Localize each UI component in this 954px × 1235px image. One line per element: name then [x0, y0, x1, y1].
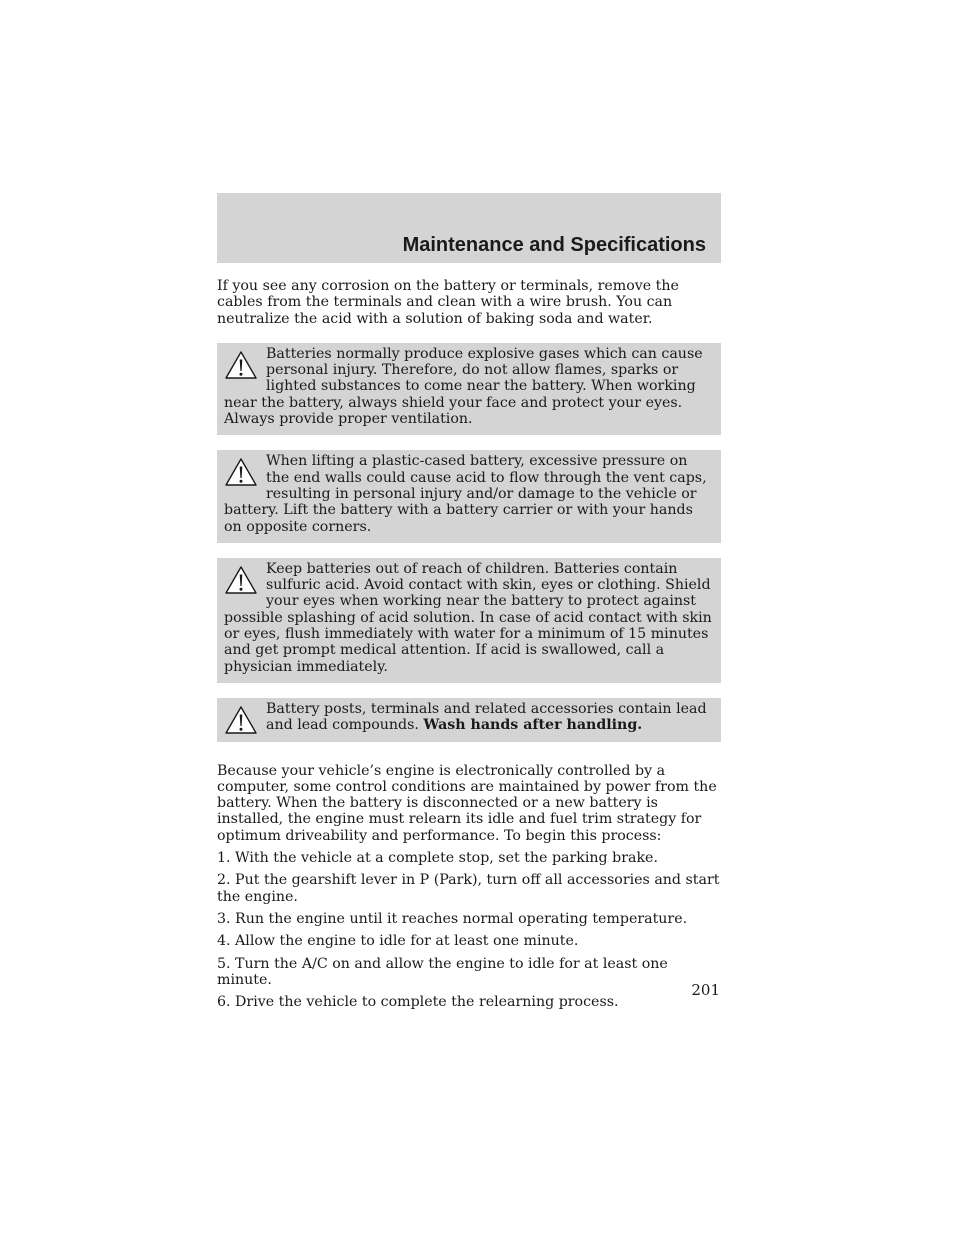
warning-triangle-icon [224, 565, 258, 595]
warning-box-lead-compounds [217, 698, 721, 742]
page-number: 201 [691, 981, 720, 999]
warning-text: Keep batteries out of reach of children. Batteries contain sulfuric acid. Avoid contact with skin, eyes or clothing. Shield your eyes when working near the battery to protect against possible splashing of acid solution. In case of acid contact with skin or eyes, flush immediately with water for a minimum of 15 minutes and get prompt medical attention. If acid is swallowed, call a physician immediately. [224, 560, 712, 675]
corrosion-paragraph: If you see any corrosion on the battery or terminals, remove the cables from the terminals and clean with a wire brush. You can neutralize the acid with a solution of baking soda and water. [217, 278, 679, 327]
step-item: 4. Allow the engine to idle for at least one minute. [217, 933, 579, 950]
warning-triangle-icon [224, 350, 258, 380]
warning-triangle-icon [224, 457, 258, 487]
warning-box-explosive-gases [217, 343, 721, 435]
section-header-band [217, 193, 721, 263]
step-item: 6. Drive the vehicle to complete the relearning process. [217, 994, 619, 1011]
warning-text: Batteries normally produce explosive gases which can cause personal injury. Therefore, do not allow flames, sparks or lighted substances to come near the battery. When working near the battery, always shield your face and protect your eyes. Always provide proper ventilation. [224, 345, 703, 428]
warning-triangle-icon [224, 705, 258, 735]
warning-text: When lifting a plastic-cased battery, excessive pressure on the end walls could cause acid to flow through the vent caps, resulting in personal injury and/or damage to the vehicle or battery. Lift the battery with a battery carrier or with your hands on opposite corners. [224, 453, 707, 535]
warning-text: Battery posts, terminals and related accessories contain lead and lead compounds. [266, 700, 707, 734]
warning-bold-text: Wash hands after handling. [423, 717, 643, 734]
step-item: 1. With the vehicle at a complete stop, set the parking brake. [217, 850, 658, 867]
step-item: 2. Put the gearshift lever in P (Park), turn off all accessories and start the engine. [217, 872, 720, 905]
warning-box-sulfuric-acid [217, 558, 721, 683]
step-item: 3. Run the engine until it reaches normal operating temperature. [217, 910, 688, 927]
relearn-paragraph: Because your vehicle’s engine is electronically controlled by a computer, some control conditions are maintained by power from the battery. When the battery is disconnected or a new battery is installed, the engine must relearn its idle and fuel trim strategy for optimum driveability and performance. To begin this process: [217, 762, 717, 844]
warning-box-lifting-battery [217, 450, 721, 542]
section-title: Maintenance and Specifications [402, 234, 706, 256]
page-content [217, 278, 721, 1010]
step-item: 5. Turn the A/C on and allow the engine to idle for at least one minute. [217, 955, 668, 988]
